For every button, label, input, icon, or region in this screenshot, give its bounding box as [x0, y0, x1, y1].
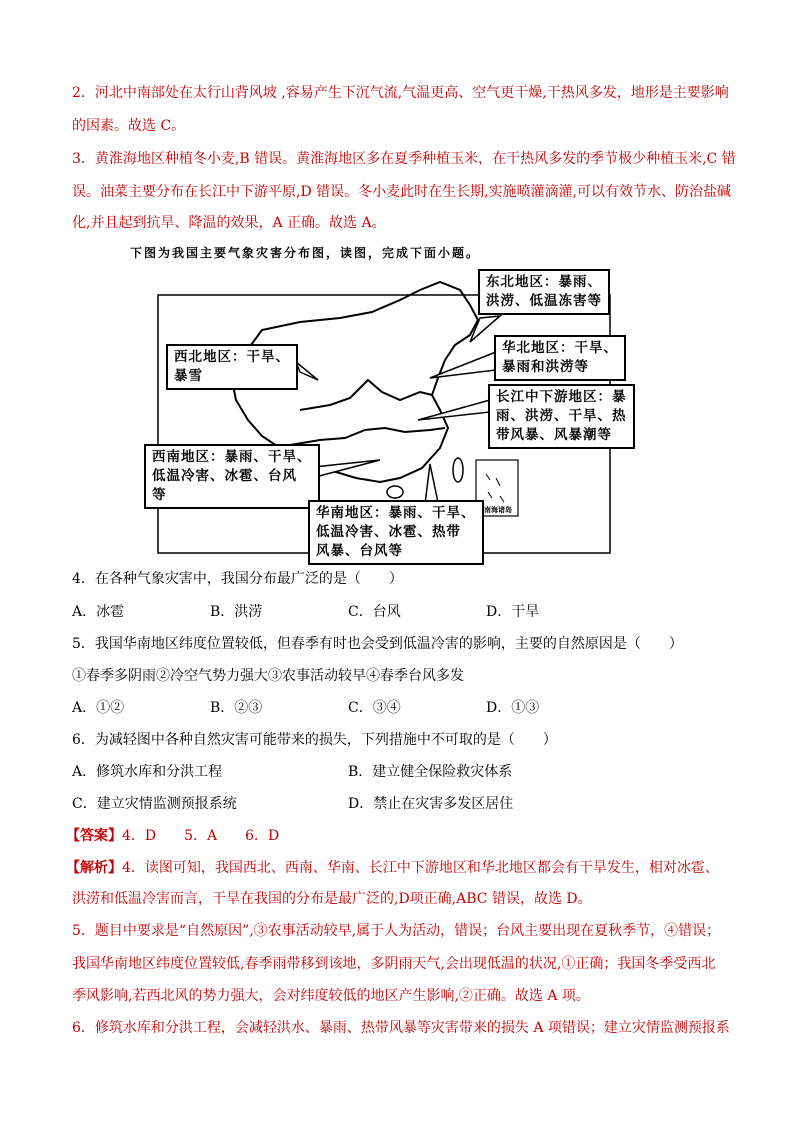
q4-option-b: B．洪涝 [210, 604, 263, 620]
answer-text: 4．D 5．A 6．D [122, 828, 280, 844]
analysis-label: 【解析】 [66, 860, 122, 876]
answer-label: 【答案】 [66, 828, 122, 844]
explanation-line-2: 的因素。故选 C。 [72, 118, 186, 134]
analysis-line-1 [66, 859, 719, 877]
callout-south: 华南地区：暴雨、干旱、 低温冷害、冰雹、热带 风暴、台风等 [308, 500, 484, 565]
analysis-text-1: 4．读图可知，我国西北、西南、华南、长江中下游地区和华北地区都会有干旱发生，相对冰雹、 [122, 860, 719, 876]
q5-items: ①春季多阴雨②冷空气势力强大③农事活动较早④春季台风多发 [72, 668, 464, 684]
analysis-line-3: 5．题目中要求是“自然原因”,③农事活动较早,属于人为活动，错误；台风主要出现在夏秋季节，④错误； [72, 923, 721, 939]
explanation-line-1: 2．河北中南部处在太行山背风坡 ,容易产生下沉气流,气温更高、空气更干燥,干热风多发，地形是主要影响 [72, 85, 729, 101]
hainan-island [387, 486, 403, 498]
explanation-line-3: 3．黄淮海地区种植冬小麦,B 错误。黄淮海地区多在夏季种植玉米，在干热风多发的季节极少种植玉米,C 错 [72, 151, 736, 167]
q5-option-d: D．①③ [486, 700, 540, 716]
yellow-river [300, 380, 432, 410]
analysis-line-6: 6．修筑水库和分洪工程，会减轻洪水、暴雨、热带风暴等灾害带来的损失 A 项错误；建立灾情监测预报系 [72, 1020, 730, 1036]
taiwan-island [453, 458, 463, 482]
q5-stem: 5．我国华南地区纬度位置较低，但春季有时也会受到低温冷害的影响，主要的自然原因是（ ） [72, 636, 683, 652]
q4-stem: 4．在各种气象灾害中，我国分布最广泛的是（ ） [72, 571, 403, 587]
callout-north: 华北地区：干旱、 暴雨和洪涝等 [494, 335, 626, 381]
callout-northwest: 西北地区：干旱、 暴雪 [166, 344, 298, 390]
q5-option-a: A．①② [72, 700, 125, 716]
q5-option-c: C．③④ [348, 700, 401, 716]
callout-northeast: 东北地区：暴雨、 洪涝、低温冻害等 [478, 269, 610, 315]
analysis-line-2: 洪涝和低温冷害而言，干旱在我国的分布是最广泛的,D项正确,ABC 错误，故选 D。 [72, 891, 592, 907]
analysis-line-5: 季风影响,若西北风的势力强大，会对纬度较低的地区产生影响,②正确。故选 A 项。 [72, 988, 590, 1004]
q5-option-b: B．②③ [210, 700, 263, 716]
q4-option-d: D．干旱 [486, 604, 540, 620]
q4-option-a: A．冰雹 [72, 604, 125, 620]
yangtze-river [290, 428, 445, 445]
q6-option-d: D．禁止在灾害多发区居住 [348, 796, 514, 812]
q6-option-b: B．建立健全保险救灾体系 [348, 764, 513, 780]
answer-line [66, 827, 279, 845]
q6-option-a: A．修筑水库和分洪工程 [72, 764, 223, 780]
map-caption: 下图为我国主要气象灾害分布图，读图，完成下面小题。 [130, 246, 481, 260]
inset-label: 南海诸岛 [484, 506, 512, 514]
callout-southwest: 西南地区：暴雨、干旱、 低温冷害、冰雹、台风 等 [144, 444, 320, 509]
explanation-line-4: 误。油菜主要分布在长江中下游平原,D 错误。冬小麦此时在生长期,实施喷灌滴灌,可以有效节水、防治盐碱 [72, 184, 732, 200]
q6-option-c: C．建立灾情监测预报系统 [72, 796, 237, 812]
explanation-line-5: 化,并且起到抗旱、降温的效果，A 正确。故选 A。 [72, 215, 386, 231]
callout-yangtze: 长江中下游地区：暴 雨、洪涝、干旱、热 带风暴、风暴潮等 [488, 384, 635, 449]
analysis-line-4: 我国华南地区纬度位置较低,春季雨带移到该地，多阴雨天气,会出现低温的状况,①正确；我国冬季受西北 [72, 956, 716, 972]
q4-option-c: C．台风 [348, 604, 401, 620]
q6-stem: 6．为减轻图中各种自然灾害可能带来的损失，下列措施中不可取的是（ ） [72, 732, 557, 748]
